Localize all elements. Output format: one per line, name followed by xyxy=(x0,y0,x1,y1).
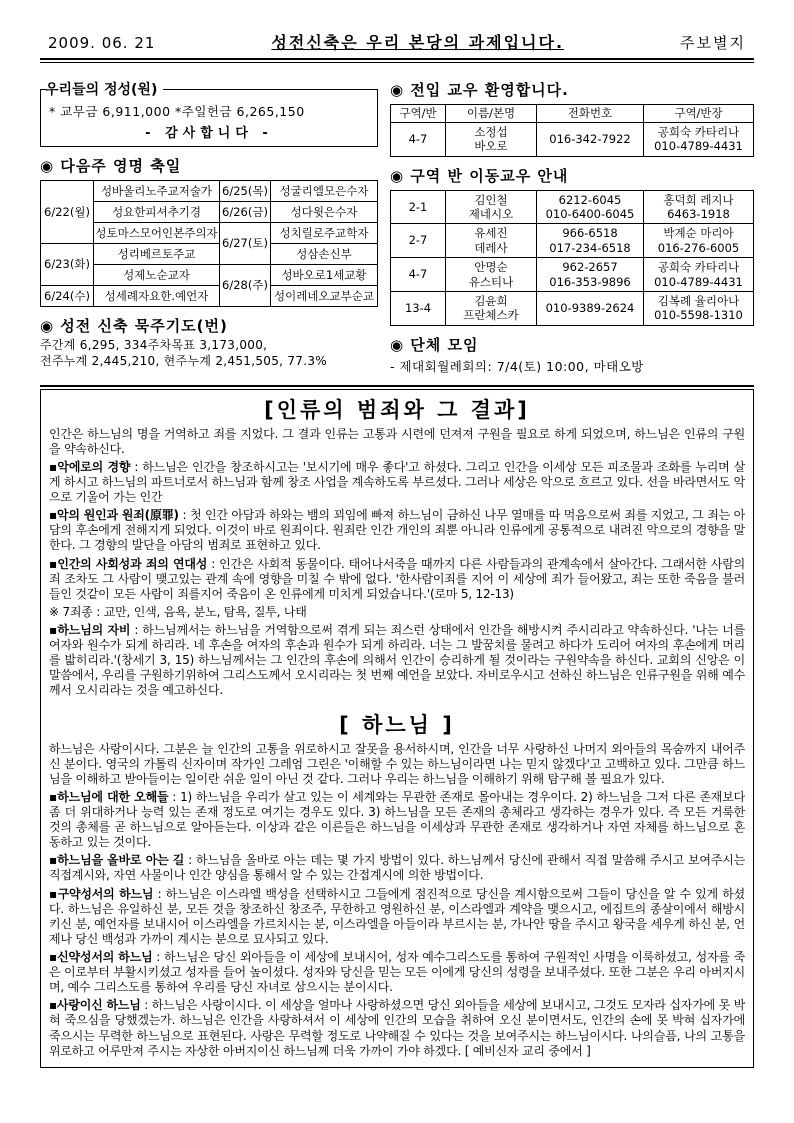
cell-name xyxy=(446,291,537,325)
cell-name xyxy=(446,190,537,224)
feast-name-cell: 성세례자요한.예언자 xyxy=(94,286,220,307)
rosary-line-2: 전주누계 2,445,210, 현주누계 2,451,505, 77.3% xyxy=(40,354,327,369)
section-text: : 하느님은 이스라엘 백성을 선택하시고 그들에게 점진적으로 당신을 계시함으로써 그들이 당신을 알 수 있게 하셨다. 하느님은 유일하신 분, 모든 것을 창조하신 창조주, 무한하고 영원하신 분, 이스라엘과 계약을 맺으시고, 에집트의 종살이에서 해방시키신 분, 예언자를 보내시어 이스라엘을 가르치시는 분, 이스라엘을 아들이라 부르시는 분, 가나안 땅을 주시고 왕국을 세우게 하신 분, 언제나 당신 백성과 가까이 계시는 분으로 묘사되고 있다. xyxy=(49,886,745,946)
cell-name xyxy=(446,224,537,258)
cell-zone: 2-7 xyxy=(391,224,446,258)
offering-box xyxy=(40,79,378,147)
welcome-heading: ◉ 전입 교우 환영합니다. xyxy=(390,81,569,99)
phone-2: 017-234-6518 xyxy=(549,240,631,255)
rosary-stats xyxy=(40,337,378,369)
member-baptismal-name: 유스티나 xyxy=(468,274,514,289)
feast-date-cell: 6/24(수) xyxy=(41,286,94,307)
leader-phone: 016-276-6005 xyxy=(657,240,740,255)
header-divider xyxy=(40,58,754,63)
table-row xyxy=(41,244,378,265)
feast-date-cell: 6/22(월) xyxy=(41,181,94,244)
leader-phone: 6463-1918 xyxy=(667,207,730,222)
article2-intro: 하느님은 사랑이시다. 그분은 늘 인간의 고통을 위로하시고 잘못을 용서하시며, 인간을 너무 사랑하신 나머지 외아들의 목숨까지 내어주신 분이다. 영국의 가톨릭 신자이며 작가인 그레엄 그린은 '이해할 수 있는 하느님이라면 나는 믿지 않겠다'고 고백하고 있다. 그만큼 하느님을 이해하고 받아들이는 일이란 쉬운 일이 아닌 것 같다. 그러나 우리는 하느님을 이해하기 위해 탐구해 볼 필요가 있다. xyxy=(49,741,745,786)
member-baptismal-name: 제네시오 xyxy=(468,207,514,222)
feast-name-cell: 성이레네오교부순교 xyxy=(271,286,378,307)
offering-title: 우리들의 정성(원) xyxy=(45,82,158,98)
rosary-heading: ◉ 성전 신축 묵주기도(번) xyxy=(40,317,228,335)
section-lead: ▪하느님에 대한 오해들 xyxy=(49,789,169,804)
cell-name xyxy=(446,258,537,292)
welcome-table xyxy=(390,104,754,157)
feast-name-cell: 성요한피셔추기경 xyxy=(94,202,220,223)
groups-meeting: - 제대회월례회의: 7/4(토) 10:00, 마태오방 xyxy=(390,358,644,374)
table-row xyxy=(391,258,754,292)
member-baptismal-name: 프란체스카 xyxy=(463,308,519,323)
feast-date-cell: 6/27(토) xyxy=(220,223,271,265)
leader-name: 공희숙 카타리나 xyxy=(657,124,740,139)
article-box xyxy=(40,390,754,1068)
table-row xyxy=(391,291,754,325)
phone-2: 010-6400-6045 xyxy=(545,207,635,222)
article1-section xyxy=(49,557,745,602)
article2-title: [ 하느님 ] xyxy=(339,712,455,737)
cell-phone xyxy=(537,190,644,224)
page-title: 성전신축은 우리 본당의 과제입니다. xyxy=(271,33,565,52)
feast-name-cell: 성삼손신부 xyxy=(271,244,378,265)
section-lead: ▪사랑이신 하느님 xyxy=(49,998,141,1013)
section-text: : 하느님은 당신 외아들을 이 세상에 보내시어, 성자 예수그리스도를 통하여 구원적인 사명을 이룩하셨고, 성자를 죽은 이로부터 부활시키셨고 성자를 들어 높이셨다. 성자와 당신을 믿는 모든 이에게 당신의 성령을 보내주셨다. 또한 그분은 우리 아버지시며, 예수 그리스도를 통하여 우리를 당신 자녀로 삼으시는 분이시다. xyxy=(49,949,745,995)
phone-2: 016-353-9896 xyxy=(549,274,631,289)
cell-phone xyxy=(537,258,644,292)
phone-1: 962-2657 xyxy=(562,260,618,275)
section-text: : 1) 하느님을 우리가 살고 있는 이 세계와는 무관한 존재로 몰아내는 경우이다. 2) 하느님을 그저 다른 존재보다 좀 더 위대하거나 능력 있는 존재 정도로 여기는 경우도 있다. 3) 하느님을 모든 존재의 총체라고 생각하는 경우가 있다. 즉 모든 거룩한 것의 총체를 곧 하느님으로 알아듣는다. 이상과 같은 이른들은 하느님을 이세상과 무관한 존재로 생각하거나 자연 자체를 하느님으로 혼동하고 있는 것이다. xyxy=(49,789,745,850)
feast-name-cell: 성굴리엘모은수자 xyxy=(271,181,378,202)
member-name: 김윤희 xyxy=(474,293,508,308)
cell-leader xyxy=(644,190,754,224)
leader-phone: 010-4789-4431 xyxy=(654,274,743,289)
section-lead: ▪하느님의 자비 xyxy=(49,623,131,637)
section-text: : 첫 인간 아담과 하와는 뱀의 꾀임에 빠져 하느님이 금하신 나무 열매를 따 먹음으로써 죄를 지었고, 그 죄는 아담의 후손에게 전해지게 되었다. 이것이 바로 원죄이다. 원죄란 인간 개인의 죄뿐 아니라 인류에게 공통적으로 내려진 악으로의 경향을 말한다. 그 경향의 발단을 아담의 범죄로 표현하고 있다. xyxy=(49,508,745,553)
feast-table xyxy=(40,180,378,307)
col-header-name: 이름/본명 xyxy=(446,105,537,123)
header-date: 2009. 06. 21 xyxy=(48,34,156,52)
article2-section xyxy=(49,887,745,947)
offering-thanks: - 감사합니다 - xyxy=(145,126,273,141)
article2-section xyxy=(49,853,745,883)
phone-1: 6212-6045 xyxy=(558,192,622,207)
feast-name-cell: 성제노순교자 xyxy=(94,265,220,286)
top-columns xyxy=(40,79,754,375)
table-header-row xyxy=(391,105,754,123)
article1-intro: 인간은 하느님의 명을 거역하고 죄를 지었다. 그 결과 인류는 고통과 시련에 던져져 구원을 필요로 하게 되었으며, 하느님은 인류의 구원을 약속하신다. xyxy=(49,426,745,456)
leader-name: 홍덕희 레지나 xyxy=(663,192,734,207)
rosary-line-1: 주간계 6,295, 334주차목표 3,173,000, xyxy=(40,338,268,352)
cell-phone: 016-342-7922 xyxy=(537,122,644,156)
member-name: 유세진 xyxy=(474,226,508,241)
feast-name-cell: 성바오로1세교황 xyxy=(271,265,378,286)
cell-zone: 4-7 xyxy=(391,122,446,156)
cell-leader xyxy=(644,291,754,325)
article1-note: ※ 7죄종 : 교만, 인색, 음욕, 분노, 탐욕, 질투, 나태 xyxy=(49,604,307,619)
section-lead: ▪구약성서의 하느님 xyxy=(49,886,154,901)
member-name: 김인철 xyxy=(474,192,508,207)
article1-section xyxy=(49,460,745,505)
article-section xyxy=(40,385,754,1068)
table-row xyxy=(391,224,754,258)
table-row xyxy=(391,190,754,224)
cell-zone: 13-4 xyxy=(391,291,446,325)
article1-title: [인류의 범죄와 그 결과] xyxy=(264,397,530,422)
section-lead: ▪인간의 사회성과 죄의 연대성 xyxy=(49,556,208,571)
feast-name-cell: 성치릴로주교학자 xyxy=(271,223,378,244)
feast-date-cell: 6/23(화) xyxy=(41,244,94,286)
leader-phone: 010-4789-4431 xyxy=(654,139,743,154)
feast-name-cell: 성다윗은수자 xyxy=(271,202,378,223)
col-header-phone: 전화번호 xyxy=(537,105,644,123)
move-table xyxy=(390,190,754,326)
article2-section xyxy=(49,950,745,995)
col-header-leader: 구역/반장 xyxy=(644,105,754,123)
member-baptismal-name: 바오로 xyxy=(474,139,508,154)
feast-heading: ◉ 다음주 영명 축일 xyxy=(40,157,182,175)
page-header xyxy=(40,30,754,53)
article1-section xyxy=(49,508,745,553)
table-row xyxy=(41,181,378,202)
article1-section xyxy=(49,623,745,699)
groups-heading: ◉ 단체 모임 xyxy=(390,335,479,354)
member-name: 소정섭 xyxy=(474,124,508,139)
section-lead: ▪악의 원인과 원죄(原罪) xyxy=(49,508,179,523)
offering-amounts: * 교무금 6,911,000 *주일헌금 6,265,150 xyxy=(49,104,305,119)
feast-name-cell: 성토마스모어인본주의자 xyxy=(94,223,220,244)
right-column xyxy=(390,79,754,375)
feast-date-cell: 6/28(주) xyxy=(220,265,271,307)
leader-name: 김복례 율리아나 xyxy=(657,293,740,308)
cell-phone: 010-9389-2624 xyxy=(537,291,644,325)
member-baptismal-name: 데레사 xyxy=(474,240,508,255)
section-text: : 인간은 사회적 동물이다. 태어나서죽을 때까지 다른 사람들과의 관계속에서 살아간다. 그래서한 사람의 죄 조차도 그 사람이 맺고있는 관계 속에 영향을 미칠 수 밖에 없다. '한사람이죄를 지어 이 세상에 죄가 들어왔고, 죄는 또한 죽음을 불러들인 것같이 모든 사람이 죄를지어 죽음이 온 인류에게 미치게 되었습니다.'(로마 5, 12-13) xyxy=(49,556,745,601)
section-text: : 하느님은 인간을 창조하시고는 '보시기에 매우 좋다'고 하셨다. 그리고 인간을 이세상 모든 피조물과 조화를 누리며 살게 하시고 하느님의 파트너로서 하느님과 함께 창조 사업을 계속하도록 부르셨다. 그러나 세상은 악으로 흐르고 있다. 선을 바라면서도 악으로 기울어 가는 인간 xyxy=(49,459,745,505)
section-text: : 하느님을 올바로 아는 데는 몇 가지 방법이 있다. 하느님께서 당신에 관해서 직접 말씀해 주시고 보여주시는 직접계시와, 자연 사물이나 인간 양심을 통해서 알 수 있는 간접계시에 의한 방법이다. xyxy=(49,853,745,883)
section-lead: ▪하느님을 올바로 아는 길 xyxy=(49,853,185,868)
cell-zone: 4-7 xyxy=(391,258,446,292)
cell-name xyxy=(446,122,537,156)
leader-name: 박계순 마리아 xyxy=(663,226,734,241)
section-lead: ▪신약성서의 하느님 xyxy=(49,949,153,964)
cell-zone: 2-1 xyxy=(391,190,446,224)
member-name: 안명순 xyxy=(474,260,508,275)
table-row xyxy=(41,286,378,307)
article2-section xyxy=(49,998,745,1058)
cell-leader xyxy=(644,224,754,258)
leader-phone: 010-5598-1310 xyxy=(654,308,743,323)
phone-1: 966-6518 xyxy=(562,226,618,241)
col-header-zone: 구역/반 xyxy=(391,105,446,123)
cell-leader xyxy=(644,122,754,156)
feast-date-cell: 6/26(금) xyxy=(220,202,271,223)
section-text: : 하느님께서는 하느님을 거역함으로써 겪게 되는 죄스런 상태에서 인간을 해방시켜 주시리라고 약속하신다. '나는 너를 여자와 원수가 되게 하리라. 네 후손을 여자의 후손과 원수가 되게 하리라. 너는 그 발꿈치를 물려고 하다가 도리어 여자의 후손에게 머리를 밟히리라.'(창세기 3, 15) 하느님께서는 그 인간의 후손에 의해서 인간이 승리하게 될 것이라는 구원약속을 하신다. 교회의 신앙은 이 말씀에서, 우리를 구원하기위하여 그리스도께서 오시리라는 첫 번째 예언을 보았다. 자비로우시고 선하신 하느님은 인류구원을 위해 예수께서 오시리라는 것을 예고하신다. xyxy=(49,623,745,698)
feast-name-cell: 성리베르토주교 xyxy=(94,244,220,265)
move-heading: ◉ 구역 반 이동교우 안내 xyxy=(390,166,569,185)
cell-leader xyxy=(644,258,754,292)
feast-date-cell: 6/25(목) xyxy=(220,181,271,202)
header-tag: 주보별지 xyxy=(680,34,746,52)
leader-name: 공희숙 카타리나 xyxy=(657,260,740,275)
section-lead: ▪악에로의 경향 xyxy=(49,459,131,474)
feast-name-cell: 성바울리노주교저술가 xyxy=(94,181,220,202)
cell-phone xyxy=(537,224,644,258)
section-text: : 하느님은 사랑이시다. 이 세상을 얼마나 사랑하셨으면 당신 외아들을 세상에 보내시고, 그것도 모자라 십자가에 못 박혀 죽으심을 당했겠는가. 하느님은 인간을 사랑하셔서 이 세상에 인간의 모습을 취하여 오신 분이면서도, 인간의 손에 못 박혀 십자가에 죽으시는 무력한 하느님으로 표현된다. 사랑은 무력할 정도로 나약해질 수 있다는 것을 보여주시는 하느님이시다. 나의슬픔, 나의 고통을 위로하고 어루만져 주시는 자상한 아버지이신 하느님께 더욱 가까이 가야 하겠다. [ 예비신자 교리 중에서 ] xyxy=(49,998,745,1058)
article2-section xyxy=(49,790,745,850)
left-column xyxy=(40,79,378,369)
table-row xyxy=(391,122,754,156)
